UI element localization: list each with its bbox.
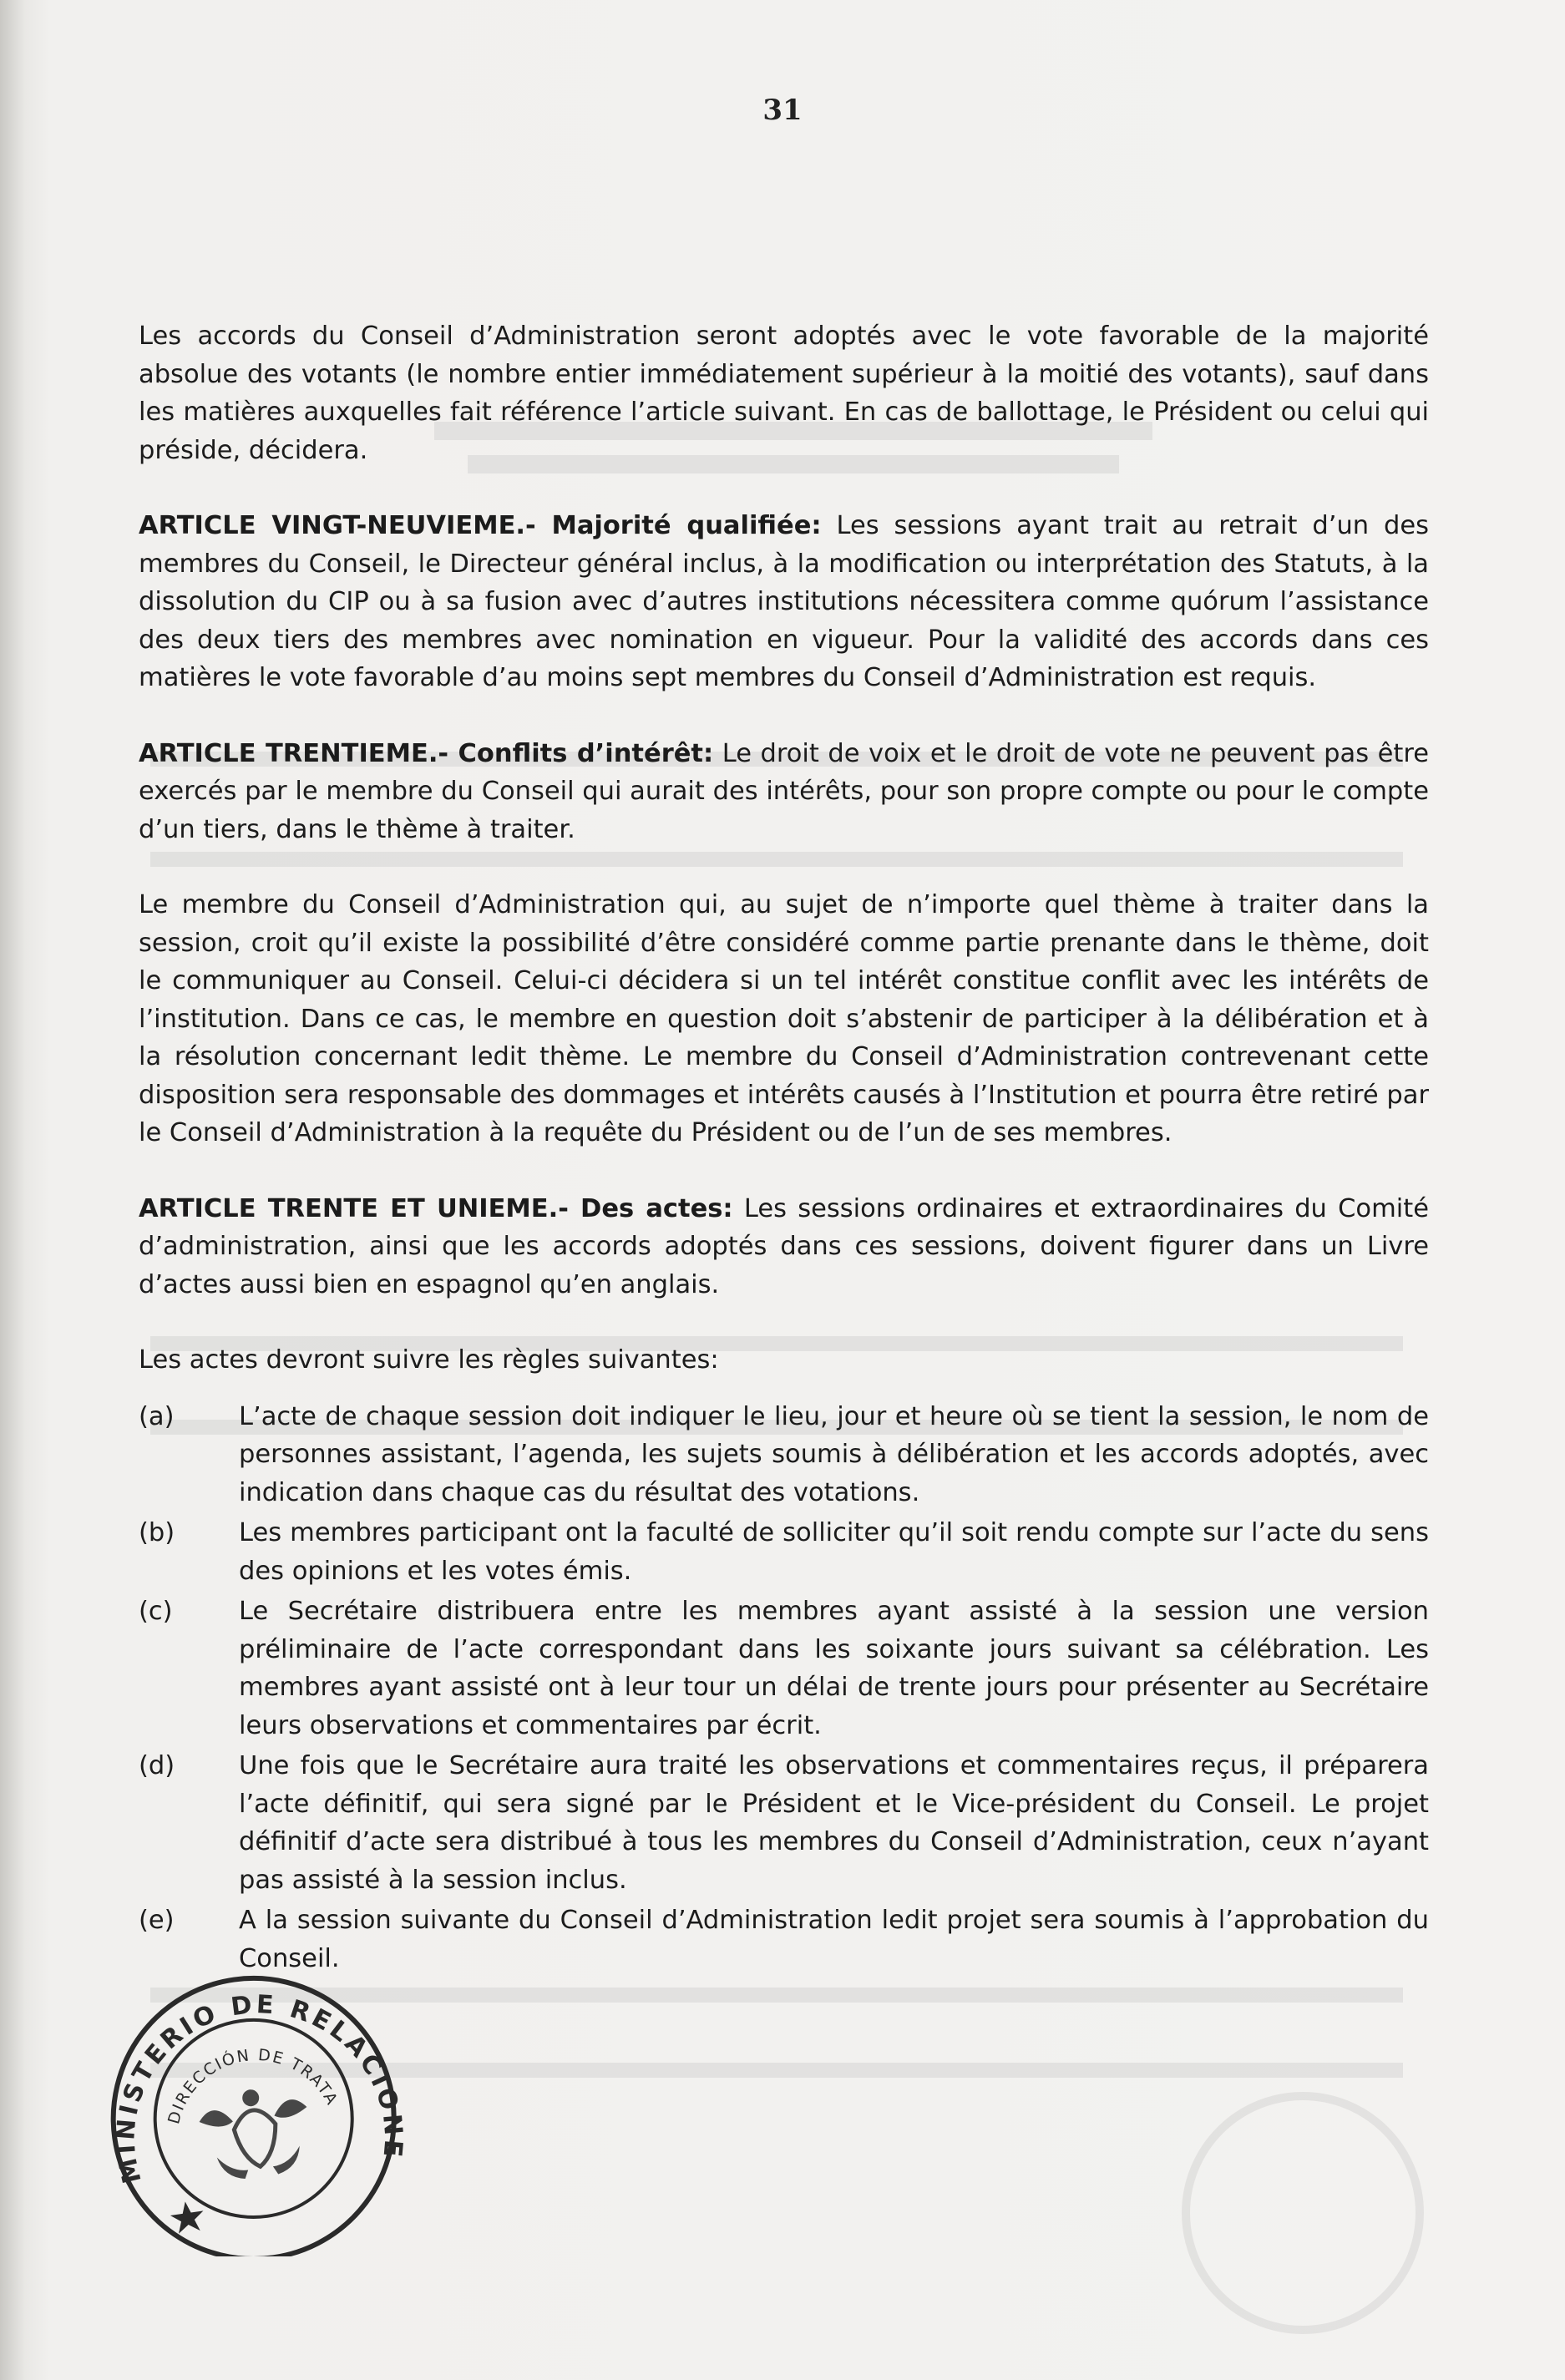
page-number: 31 (762, 94, 803, 127)
document-body (139, 317, 1429, 1980)
article-31 (139, 1190, 1429, 1304)
paragraph-conflict: Le membre du Conseil d’Administration qui, au sujet de n’importe quel thème à traiter dans la session, croit qu’il existe la possibilité d’être considéré comme partie prenante dans le thème, doit le communiquer au Conseil. Celui-ci décidera si un tel intérêt constitue conflit avec les intérêts de l’institution. Dans ce cas, le membre en question doit s’abstenir de participer à la délibération et à la résolution concernant ledit thème. Le membre du Conseil d’Administration contrevenant cette disposition sera responsable des dommages et intérêts causés à l’Institution et pourra être retiré par le Conseil d’Administration à la requête du Président ou de l’un de ses membres. (139, 890, 1429, 1147)
article-29-heading: ARTICLE VINGT-NEUVIEME.- Majorité qualifiée: (139, 511, 822, 540)
article-31-body: Les sessions ordinaires et extraordinaires du Comité d’administration, ainsi que les accords adoptés dans ces sessions, doivent figurer dans un Livre d’actes aussi bien en espagnol qu’en anglais. (139, 1193, 1429, 1299)
paragraph-majority: Les accords du Conseil d’Administration seront adoptés avec le vote favorable de la majorité absolue des votants (le nombre entier immédiatement supérieur à la moitié des votants), sauf dans les matières auxquelles fait référence l’article suivant. En cas de ballottage, le Président ou celui qui préside, décidera. (139, 322, 1429, 465)
ministry-seal-stamp (99, 1972, 408, 2256)
rule-item (139, 1514, 1429, 1590)
article-30 (139, 735, 1429, 849)
rule-item (139, 1398, 1429, 1512)
rule-letter: (c) (139, 1597, 173, 1626)
rule-text: L’acte de chaque session doit indiquer le lieu, jour et heure où se tient la session, le nom de personnes assistant, l’agenda, les sujets soumis à délibération et les accords adoptés, avec indication dans chaque cas du résultat des votations. (239, 1401, 1429, 1507)
rule-text: A la session suivante du Conseil d’Administration ledit projet sera soumis à l’approbation du Conseil. (239, 1906, 1429, 1973)
rule-text: Les membres participant ont la faculté de solliciter qu’il soit rendu compte sur l’acte du sens des opinions et les votes émis. (239, 1518, 1429, 1586)
article-30-heading: ARTICLE TRENTIEME.- Conflits d’intérêt: (139, 738, 714, 768)
stamp-outer-text: MINISTERIO DE RELACIONES (111, 1990, 408, 2186)
rules-intro: Les actes devront suivre les règles suivantes: (139, 1345, 719, 1375)
article-31-heading: ARTICLE TRENTE ET UNIEME.- Des actes: (139, 1193, 733, 1223)
star-icon (169, 2200, 206, 2235)
article-29 (139, 507, 1429, 697)
rules-list (139, 1398, 1429, 1978)
rule-item (139, 1747, 1429, 1899)
rule-text: Le Secrétaire distribuera entre les membres ayant assisté à la session une version préliminaire de l’acte correspondant dans les soixante jours suivant sa célébration. Les membres ayant assisté ont à leur tour un délai de trente jours pour présenter au Secrétaire leurs observations et commentaires par écrit. (239, 1597, 1429, 1740)
article-29-body: Les sessions ayant trait au retrait d’un des membres du Conseil, le Directeur général inclus, à la modification ou interprétation des Statuts, à la dissolution du CIP ou à sa fusion avec d’autres institutions nécessitera comme quórum l’assistance des deux tiers des membres avec nomination en vigueur. Pour la validité des accords dans ces matières le vote favorable d’au moins sept membres du Conseil d’Administration est requis. (139, 511, 1430, 692)
rule-item (139, 1593, 1429, 1744)
article-30-body: Le droit de voix et le droit de vote ne peuvent pas être exercés par le membre du Conseil qui aurait des intérêts, pour son propre compte ou pour le compte d’un tiers, dans le thème à traiter. (139, 738, 1429, 844)
rule-letter: (d) (139, 1751, 175, 1780)
rule-item (139, 1901, 1429, 1977)
rule-letter: (e) (139, 1906, 175, 1935)
rule-letter: (b) (139, 1518, 175, 1547)
coat-of-arms-icon (195, 2082, 315, 2184)
svg-text:MINISTERIO DE RELACIONES EXTER (99, 1972, 408, 2205)
stamp-inner-text: DIRECCIÓN DE TRATADOS (165, 2045, 342, 2126)
rule-text: Une fois que le Secrétaire aura traité les observations et commentaires reçus, il préparera l’acte définitif, qui sera signé par le Président et le Vice-président du Conseil. Le projet définitif d’acte sera distribué à tous les membres du Conseil d’Administration, ceux n’ayant pas assisté à la session inclus. (239, 1751, 1429, 1895)
rule-letter: (a) (139, 1401, 175, 1431)
